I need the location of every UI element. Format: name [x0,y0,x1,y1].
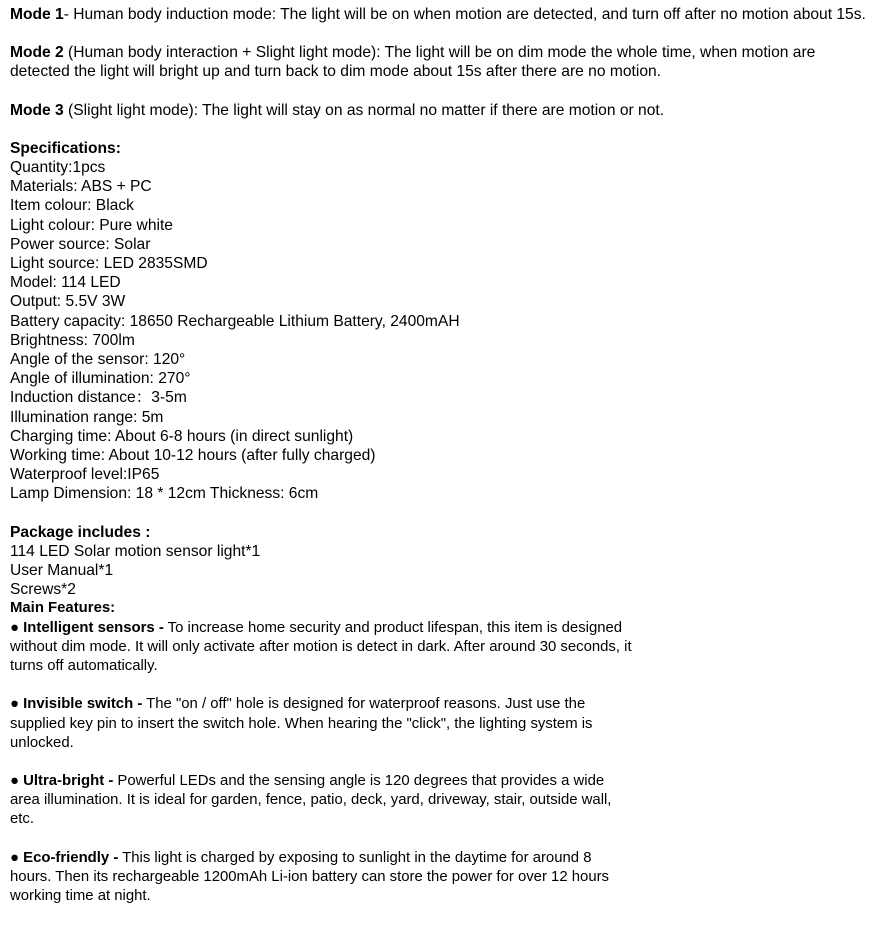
spec-item: Angle of illumination: 270° [10,370,191,388]
package-item: Screws*2 [10,581,76,599]
package-title: Package includes : [10,523,151,541]
feature-item [10,772,635,830]
mode-2 [10,43,876,81]
spec-item: Angle of the sensor: 120° [10,351,186,369]
feature-text: The "on / off" hole is designed for waterproof reasons. Just use the supplied key pin to insert the switch hole. When hearing the "click", the lighting system is unlocked. [10,696,593,751]
spec-item: Light colour: Pure white [10,216,173,234]
spec-item: Light source: LED 2835SMD [10,255,208,273]
spec-item: Item colour: Black [10,197,134,215]
package-item: 114 LED Solar motion sensor light*1 [10,542,261,560]
mode-2-name: Mode 2 [10,44,64,62]
feature-name: ● Eco-friendly - [10,849,119,866]
mode-1-name: Mode 1 [10,6,64,23]
feature-name: ● Intelligent sensors - [10,619,164,636]
feature-item [10,695,635,753]
spec-item: Induction distance：3-5m [10,389,187,407]
package-item: User Manual*1 [10,562,114,580]
feature-text: Powerful LEDs and the sensing angle is 120 degrees that provides a wide area illumination. It is ideal for garden, fence, patio, deck, yard, driveway, stair, outside wall, etc. [10,772,612,828]
mode-1 [10,5,876,24]
feature-name: ● Ultra-bright - [10,772,114,789]
features-section [10,599,635,906]
spec-item: Materials: ABS + PC [10,178,152,196]
spec-item: Power source: Solar [10,235,151,253]
spec-item: Battery capacity: 18650 Rechargeable Lithium Battery, 2400mAH [10,312,460,330]
feature-text: To increase home security and product lifespan, this item is designed without dim mode. It will only activate after motion is detect in dark. After around 30 seconds, it turns off automatically. [10,619,632,675]
feature-item [10,619,635,677]
mode-3 [10,101,876,120]
spec-item: Working time: About 10-12 hours (after fully charged) [10,447,376,465]
package-section [10,523,876,600]
specifications-title: Specifications: [10,139,121,157]
spec-item: Waterproof level:IP65 [10,466,160,484]
feature-text: This light is charged by exposing to sunlight in the daytime for around 8 hours. Then its rechargeable 1200mAh Li-ion battery can store the power for over 12 hours working time at night. [10,849,609,904]
feature-name: ● Invisible switch - [10,696,143,713]
feature-item [10,849,635,907]
mode-3-name: Mode 3 [10,101,64,119]
spec-item: Charging time: About 6-8 hours (in direct sunlight) [10,427,354,445]
mode-1-text: - Human body induction mode: The light will be on when motion are detected, and turn off after no motion about 15s. [63,6,866,23]
product-description [10,5,876,906]
spacer [10,504,876,523]
spec-item: Quantity:1pcs [10,159,106,177]
mode-2-text: (Human body interaction + Slight light mode): The light will be on dim mode the whole time, when motion are detected the light will bright up and turn back to dim mode about 15s after there are no motion. [10,44,816,81]
mode-3-text: (Slight light mode): The light will stay on as normal no matter if there are motion or not. [63,101,665,119]
features-title: Main Features: [10,600,116,617]
spec-item: Lamp Dimension: 18 * 12cm Thickness: 6cm [10,485,319,503]
modes-section [10,5,876,120]
specifications-section [10,139,876,504]
spec-item: Brightness: 700lm [10,331,135,349]
spec-item: Model: 114 LED [10,274,121,292]
spec-item: Illumination range: 5m [10,408,164,426]
spec-item: Output: 5.5V 3W [10,293,126,311]
